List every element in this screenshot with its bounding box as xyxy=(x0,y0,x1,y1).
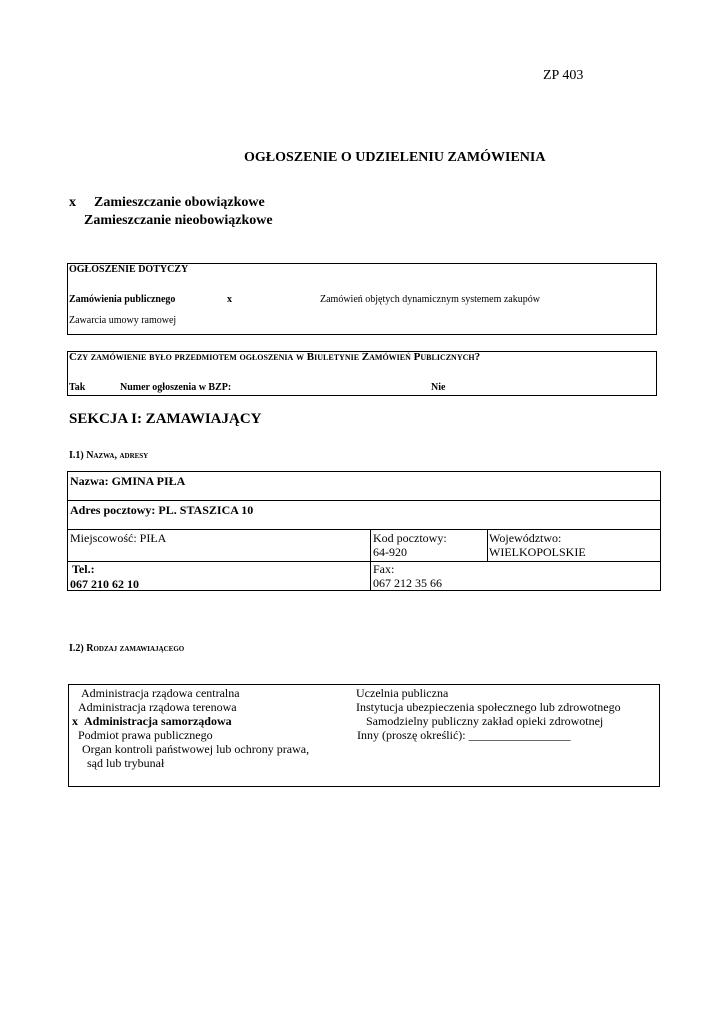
postal-code-label: Kod pocztowy: xyxy=(373,531,447,545)
bzp-no-label[interactable]: Nie xyxy=(431,382,446,393)
postal-code-value: 64-920 xyxy=(373,545,407,559)
obligatory-label: Zamieszczanie obowiązkowe xyxy=(94,195,265,210)
type-option-local-government[interactable]: Administracja samorządowa xyxy=(84,714,232,728)
subsection-2-title: I.2) Rodzaj zamawiającego xyxy=(69,643,185,654)
section-title: SEKCJA I: ZAMAWIAJĄCY xyxy=(69,411,262,427)
page-title: OGŁOSZENIE O UDZIELENIU ZAMÓWIENIA xyxy=(244,150,546,165)
fax-value: 067 212 35 66 xyxy=(373,576,442,590)
tel-label: Tel.: xyxy=(72,562,95,576)
name-field: Nazwa: GMINA PIŁA xyxy=(70,474,186,488)
document-code: ZP 403 xyxy=(543,68,584,83)
framework-label: Zawarcia umowy ramowej xyxy=(69,315,177,326)
type-option-public-law[interactable]: Podmiot prawa publicznego xyxy=(78,728,213,742)
bzp-yes-label[interactable]: Tak xyxy=(69,382,86,393)
type-selected-mark[interactable]: x xyxy=(72,714,78,728)
notice-concerns-heading: OGŁOSZENIE DOTYCZY xyxy=(69,264,189,275)
type-option-central[interactable]: Administracja rządowa centralna xyxy=(81,686,240,700)
subsection-1-title: I.1) Nazwa, adresy xyxy=(69,450,149,461)
type-option-court: sąd lub trybunał xyxy=(87,756,165,770)
table-divider xyxy=(67,561,661,562)
public-procurement-label: Zamówienia publicznego xyxy=(69,294,176,305)
type-option-regional[interactable]: Administracja rządowa terenowa xyxy=(78,700,237,714)
optional-label: Zamieszczanie nieobowiązkowe xyxy=(84,213,273,228)
type-option-university[interactable]: Uczelnia publiczna xyxy=(356,686,449,700)
fax-label: Fax: xyxy=(373,562,395,576)
table-divider xyxy=(67,500,661,501)
table-divider xyxy=(487,529,488,561)
voivodeship-label: Województwo: xyxy=(489,531,562,545)
address-field: Adres pocztowy: PL. STASZICA 10 xyxy=(70,503,254,517)
type-option-other[interactable]: Inny (proszę określić): _________________ xyxy=(357,728,571,742)
obligatory-mark[interactable]: x xyxy=(69,195,76,210)
table-divider xyxy=(67,529,661,530)
table-divider xyxy=(370,529,371,591)
bzp-number-label: Numer ogłoszenia w BZP: xyxy=(120,382,232,393)
voivodeship-value: WIELKOPOLSKIE xyxy=(489,545,586,559)
type-option-insurance[interactable]: Instytucja ubezpieczenia społecznego lub zdrowotnego xyxy=(356,700,621,714)
public-procurement-mark[interactable]: x xyxy=(227,294,232,305)
type-option-healthcare[interactable]: Samodzielny publiczny zakład opieki zdrowotnej xyxy=(366,714,604,728)
dynamic-system-label: Zamówień objętych dynamicznym systemem zakupów xyxy=(320,294,540,305)
type-option-control-organ[interactable]: Organ kontroli państwowej lub ochrony prawa, xyxy=(82,742,310,756)
city-field: Miejscowość: PIŁA xyxy=(70,531,167,545)
tel-value: 067 210 62 10 xyxy=(70,577,139,591)
bzp-question-heading: Czy zamówienie było przedmiotem ogłoszenia w Biuletynie Zamówień Publicznych? xyxy=(69,351,481,363)
